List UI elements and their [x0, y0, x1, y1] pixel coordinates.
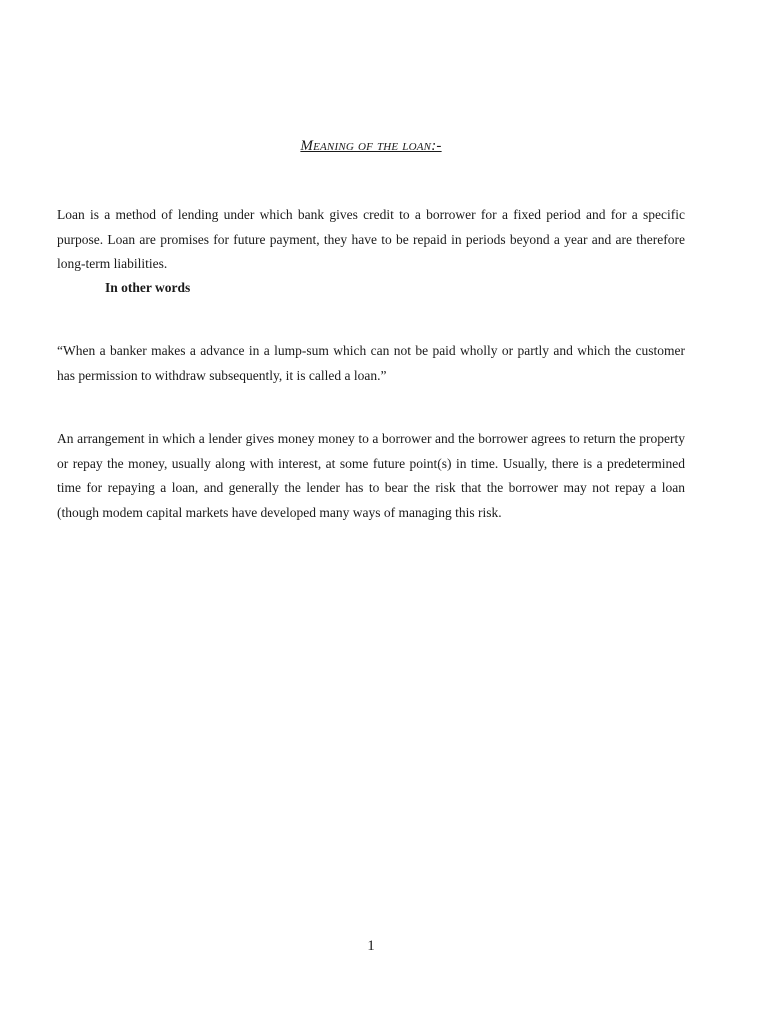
quote-paragraph: “When a banker makes a advance in a lump-sum which can not be paid wholly or partly and which the customer has permission to withdraw subsequently, it is called a loan.”: [57, 343, 685, 383]
arrangement-paragraph: An arrangement in which a lender gives money money to a borrower and the borrower agrees to return the property or repay the money, usually along with interest, at some future point(s) in time. Usually, there is a predetermined time for repaying a loan, and generally the lender has to bear the risk that the borrower may not repay a loan (though modem capital markets have developed many ways of managing this risk.: [57, 431, 685, 520]
section-heading: Meaning of the loan:-: [300, 138, 442, 154]
definition-paragraph: Loan is a method of lending under which bank gives credit to a borrower for a fixed period and for a specific purpose. Loan are promises for future payment, they have to be repaid in periods beyond a year and are therefore long-term liabilities.: [57, 207, 685, 271]
page-number: 1: [367, 938, 375, 954]
subheading: In other words: [105, 280, 191, 295]
